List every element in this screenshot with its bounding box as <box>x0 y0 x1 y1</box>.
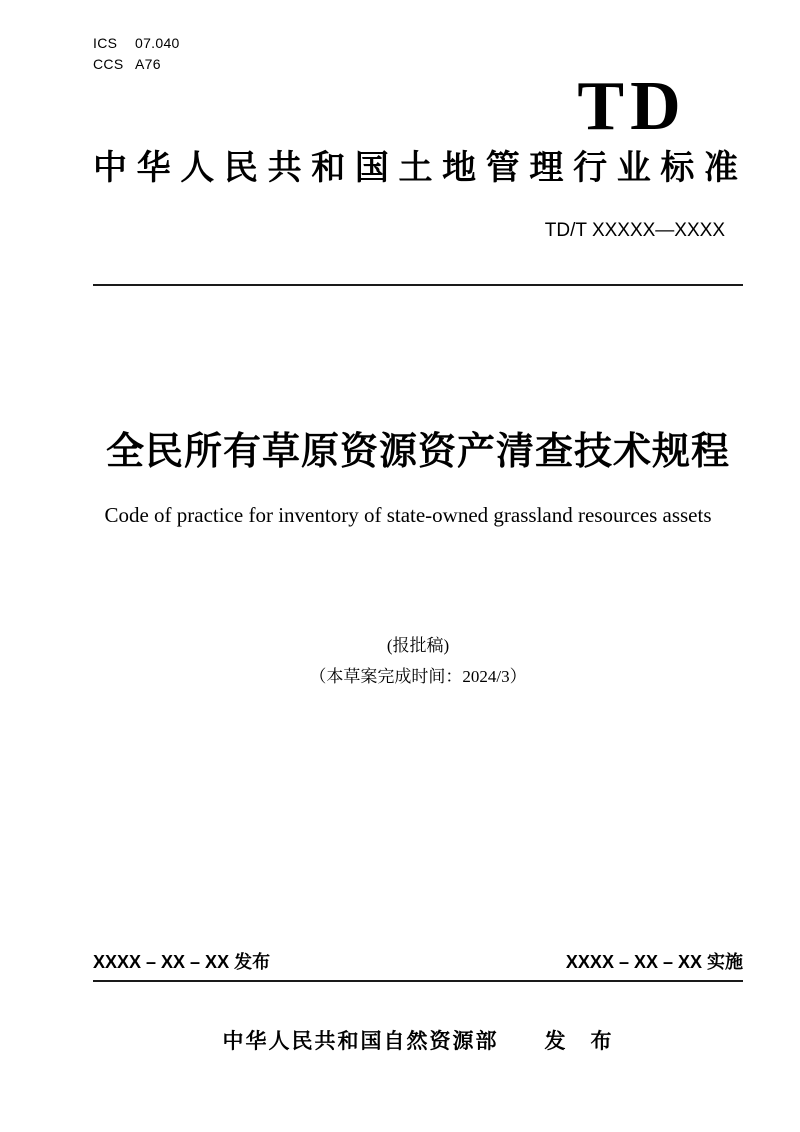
header-divider-line <box>93 284 743 286</box>
footer-divider-line <box>93 980 743 982</box>
issuing-authority: 中华人民共和国自然资源部 发 布 <box>222 1030 614 1053</box>
draft-stage-note: (报批稿) <box>386 636 450 655</box>
td-logo: TD <box>577 68 687 145</box>
classification-codes <box>93 33 180 75</box>
ccs-code-row <box>93 54 180 75</box>
document-title-chinese: 全民所有草原资源资产清查技术规程 <box>105 431 730 473</box>
standard-code: TD/T XXXXX—XXXX <box>544 220 725 241</box>
ccs-label: CCS <box>93 56 124 72</box>
standard-category-heading: 中华人民共和国土地管理行业标准 <box>93 149 738 187</box>
document-title-english: Code of practice for inventory of state-owned grassland resources assets <box>104 503 712 527</box>
ics-code-row <box>93 33 180 54</box>
implement-date: XXXX – XX – XX 实施 <box>565 952 743 972</box>
issue-date: XXXX – XX – XX 发布 <box>93 952 271 972</box>
draft-completion-note: （本草案完成时间：2024/3） <box>309 667 527 686</box>
ccs-value: A76 <box>135 56 161 72</box>
date-row <box>93 951 743 973</box>
ics-label: ICS <box>93 35 118 51</box>
ics-value: 07.040 <box>135 35 180 51</box>
